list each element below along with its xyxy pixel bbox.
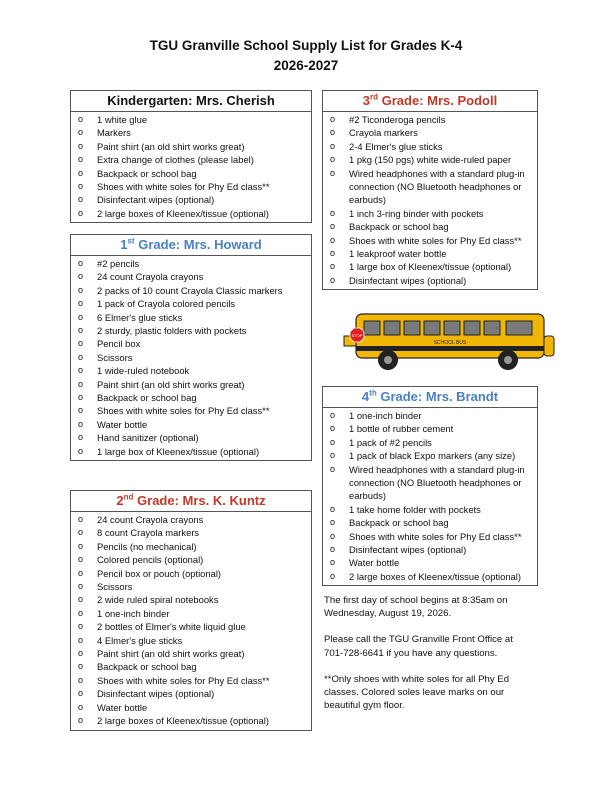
list-item: o Wired headphones with a standard plug-in connection (NO Bluetooth headphones or earbuds) [323, 463, 537, 503]
school-bus-icon [340, 306, 560, 376]
kindergarten-list [71, 112, 311, 222]
list-item: o Shoes with white soles for Phy Ed class** [323, 530, 537, 543]
list-item: o Disinfectant wipes (optional) [71, 687, 311, 700]
grade3-section [322, 90, 538, 290]
list-item: o Paint shirt (an old shirt works great) [71, 140, 311, 153]
shoes-note: **Only shoes with white soles for all Phy Ed classes. Colored soles leave marks on our beautiful gym floor. [324, 673, 510, 712]
list-item: o #2 pencils [71, 257, 311, 270]
list-item: o Markers [71, 126, 311, 139]
list-item: o Water bottle [71, 701, 311, 714]
list-item: o 2 bottles of Elmer's white liquid glue [71, 620, 311, 633]
list-item: o Backpack or school bag [323, 220, 537, 233]
list-item: o 2 large boxes of Kleenex/tissue (optional) [71, 714, 311, 727]
list-item: o 1 inch 3-ring binder with pockets [323, 207, 537, 220]
kindergarten-heading: Kindergarten: Mrs. Cherish [71, 91, 311, 112]
list-item: o Backpack or school bag [323, 516, 537, 529]
list-item: o 24 count Crayola crayons [71, 513, 311, 526]
bus-label: SCHOOL BUS [433, 340, 467, 346]
list-item: o Scissors [71, 351, 311, 364]
list-item: o Paint shirt (an old shirt works great) [71, 647, 311, 660]
grade1-heading: 1st Grade: Mrs. Howard [71, 235, 311, 256]
list-item: o 2 wide ruled spiral notebooks [71, 593, 311, 606]
grade2-section [70, 490, 312, 731]
notes-section [324, 594, 534, 725]
list-item: o 1 one-inch binder [71, 607, 311, 620]
list-item: o Shoes with white soles for Phy Ed class** [71, 180, 311, 193]
list-item: o #2 Ticonderoga pencils [323, 113, 537, 126]
list-item: o 2 large boxes of Kleenex/tissue (optional) [71, 207, 311, 220]
list-item: o Hand sanitizer (optional) [71, 431, 311, 444]
grade3-list [323, 112, 537, 289]
list-item: o Wired headphones with a standard plug-in connection (NO Bluetooth headphones or earbuds) [323, 167, 537, 207]
list-item: o Backpack or school bag [71, 167, 311, 180]
grade3-heading: 3rd Grade: Mrs. Podoll [323, 91, 537, 112]
list-item: o Extra change of clothes (please label) [71, 153, 311, 166]
document-title: TGU Granville School Supply List for Grades K-4 [149, 38, 463, 53]
list-item: o Scissors [71, 580, 311, 593]
list-item: o 2 large boxes of Kleenex/tissue (optional) [323, 570, 537, 583]
list-item: o Water bottle [71, 418, 311, 431]
stop-sign-label: STOP [351, 333, 363, 338]
list-item: o 1 pack of black Expo markers (any size) [323, 449, 537, 462]
list-item: o Pencil box or pouch (optional) [71, 567, 311, 580]
list-item: o 1 bottle of rubber cement [323, 422, 537, 435]
list-item: o Water bottle [323, 556, 537, 569]
list-item: o Pencil box [71, 337, 311, 350]
list-item: o 1 pack of #2 pencils [323, 436, 537, 449]
list-item: o 1 one-inch binder [323, 409, 537, 422]
list-item: o 2-4 Elmer's glue sticks [323, 140, 537, 153]
kindergarten-section [70, 90, 312, 223]
grade4-section [322, 386, 538, 586]
list-item: o 1 take home folder with pockets [323, 503, 537, 516]
list-item: o Disinfectant wipes (optional) [323, 274, 537, 287]
list-item: o 8 count Crayola markers [71, 526, 311, 539]
list-item: o Shoes with white soles for Phy Ed class** [323, 234, 537, 247]
list-item: o 6 Elmer's glue sticks [71, 311, 311, 324]
list-item: o Crayola markers [323, 126, 537, 139]
list-item: o 2 sturdy, plastic folders with pockets [71, 324, 311, 337]
list-item: o 4 Elmer's glue sticks [71, 634, 311, 647]
list-item: o 1 white glue [71, 113, 311, 126]
list-item: o Paint shirt (an old shirt works great) [71, 378, 311, 391]
list-item: o Backpack or school bag [71, 660, 311, 673]
list-item: o 1 large box of Kleenex/tissue (optional) [71, 445, 311, 458]
grade4-list [323, 408, 537, 585]
list-item: o 1 leakproof water bottle [323, 247, 537, 260]
list-item: o 24 count Crayola crayons [71, 270, 311, 283]
grade1-section [70, 234, 312, 461]
school-year: 2026-2027 [273, 58, 339, 73]
list-item: o Shoes with white soles for Phy Ed class** [71, 674, 311, 687]
contact-note: Please call the TGU Granville Front Office at 701-728-6641 if you have any questions. [324, 634, 513, 659]
grade2-heading: 2nd Grade: Mrs. K. Kuntz [71, 491, 311, 512]
grade4-heading: 4th Grade: Mrs. Brandt [323, 387, 537, 408]
list-item: o Disinfectant wipes (optional) [323, 543, 537, 556]
list-item: o Colored pencils (optional) [71, 553, 311, 566]
grade2-list [71, 512, 311, 730]
first-day-note: The first day of school begins at 8:35am on Wednesday, August 19, 2026. [324, 595, 508, 620]
list-item: o 1 pkg (150 pgs) white wide-ruled paper [323, 153, 537, 166]
list-item: o 2 packs of 10 count Crayola Classic markers [71, 284, 311, 297]
list-item: o Pencils (no mechanical) [71, 540, 311, 553]
grade1-list [71, 256, 311, 460]
list-item: o 1 large box of Kleenex/tissue (optional) [323, 260, 537, 273]
list-item: o Shoes with white soles for Phy Ed class** [71, 404, 311, 417]
list-item: o Backpack or school bag [71, 391, 311, 404]
list-item: o 1 pack of Crayola colored pencils [71, 297, 311, 310]
list-item: o Disinfectant wipes (optional) [71, 193, 311, 206]
list-item: o 1 wide-ruled notebook [71, 364, 311, 377]
